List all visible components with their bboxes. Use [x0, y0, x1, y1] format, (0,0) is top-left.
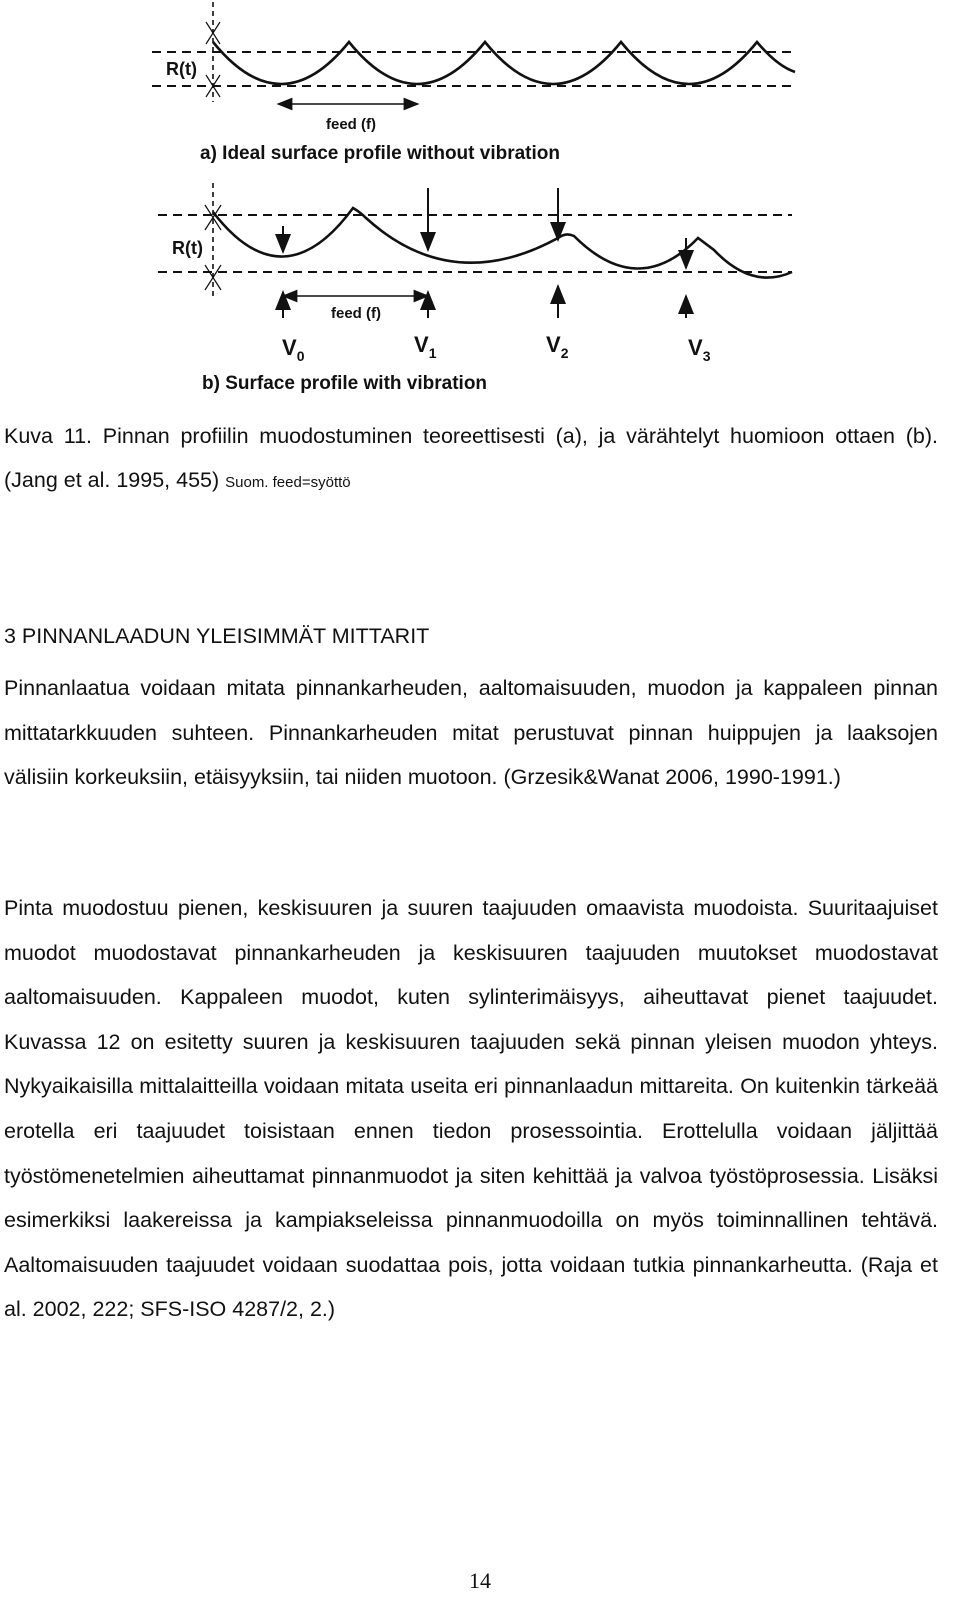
v2-label: $V_2$ [546, 332, 569, 361]
subtitle-a: a) Ideal surface profile without vibration [200, 143, 560, 164]
section-heading: 3 PINNANLAADUN YLEISIMMÄT MITTARIT [4, 624, 430, 648]
v3-label: $V_3$ [688, 335, 711, 364]
page-number: 14 [469, 1568, 491, 1593]
ideal-profile-diagram [152, 2, 795, 164]
feed-label-top: feed (f) [326, 116, 376, 133]
subtitle-b: b) Surface profile with vibration [202, 373, 488, 394]
caption-main: Kuva 11. Pinnan profiilin muodostuminen teoreettisesti (a), ja värähtelyt huomioon ottaen (b). (Jang et al. 1995, 455) [4, 424, 938, 492]
v1-label: $V_1$ [414, 332, 437, 361]
r-label-bottom: R(t) [172, 238, 203, 258]
surface-profile-figure [140, 0, 840, 400]
body-paragraph-2: Pinta muodostuu pienen, keskisuuren ja suuren taajuuden omaavista muodoista. Suuritaajuiset muodot muodostavat pinnankarheuden ja keskisuuren taajuuden muutokset muodostavat aaltomaisuuden. Kappaleen muodot, kuten sylinterimäisyys, aiheuttavat pienet taajuudet. Kuvassa 12 on esitetty suuren ja keskisuuren taajuuden sekä pinnan yleisen muodon yhteys. Nykyaikaisilla mittalaitteilla voidaan mitata useita eri pinnanlaadun mittareita. On kuitenkin tärkeää erotella eri taajuudet toisistaan ennen tiedon prosessointia. Erottelulla voidaan jäljittää työstömenetelmien aiheuttamat pinnanmuodot ja siten kehittää ja valvoa työstöprosessia. Lisäksi esimerkiksi laakereissa ja kampiakseleissa pinnanmuodoilla on myös toiminnallinen tehtävä. Aaltomaisuuden taajuudet voidaan suodattaa pois, jotta voidaan tutkia pinnankarheutta. (Raja et al. 2002, 222; SFS-ISO 4287/2, 2.) [4, 896, 938, 1322]
r-label-top: R(t) [166, 59, 197, 79]
caption-translation-note: Suom. feed=syöttö [225, 474, 351, 491]
figure-caption [4, 414, 938, 505]
vibration-profile-diagram [158, 183, 792, 394]
body-paragraph-1: Pinnanlaatua voidaan mitata pinnankarheuden, aaltomaisuuden, muodon ja kappaleen pinnan mittatarkkuuden suhteen. Pinnankarheuden mitat perustuvat pinnan huippujen ja laaksojen välisiin korkeuksiin, etäisyyksiin, tai niiden muotoon. (Grzesik&Wanat 2006, 1990-1991.) [4, 676, 938, 790]
v0-label: $V_0$ [282, 335, 305, 364]
feed-label-bottom: feed (f) [331, 305, 381, 322]
